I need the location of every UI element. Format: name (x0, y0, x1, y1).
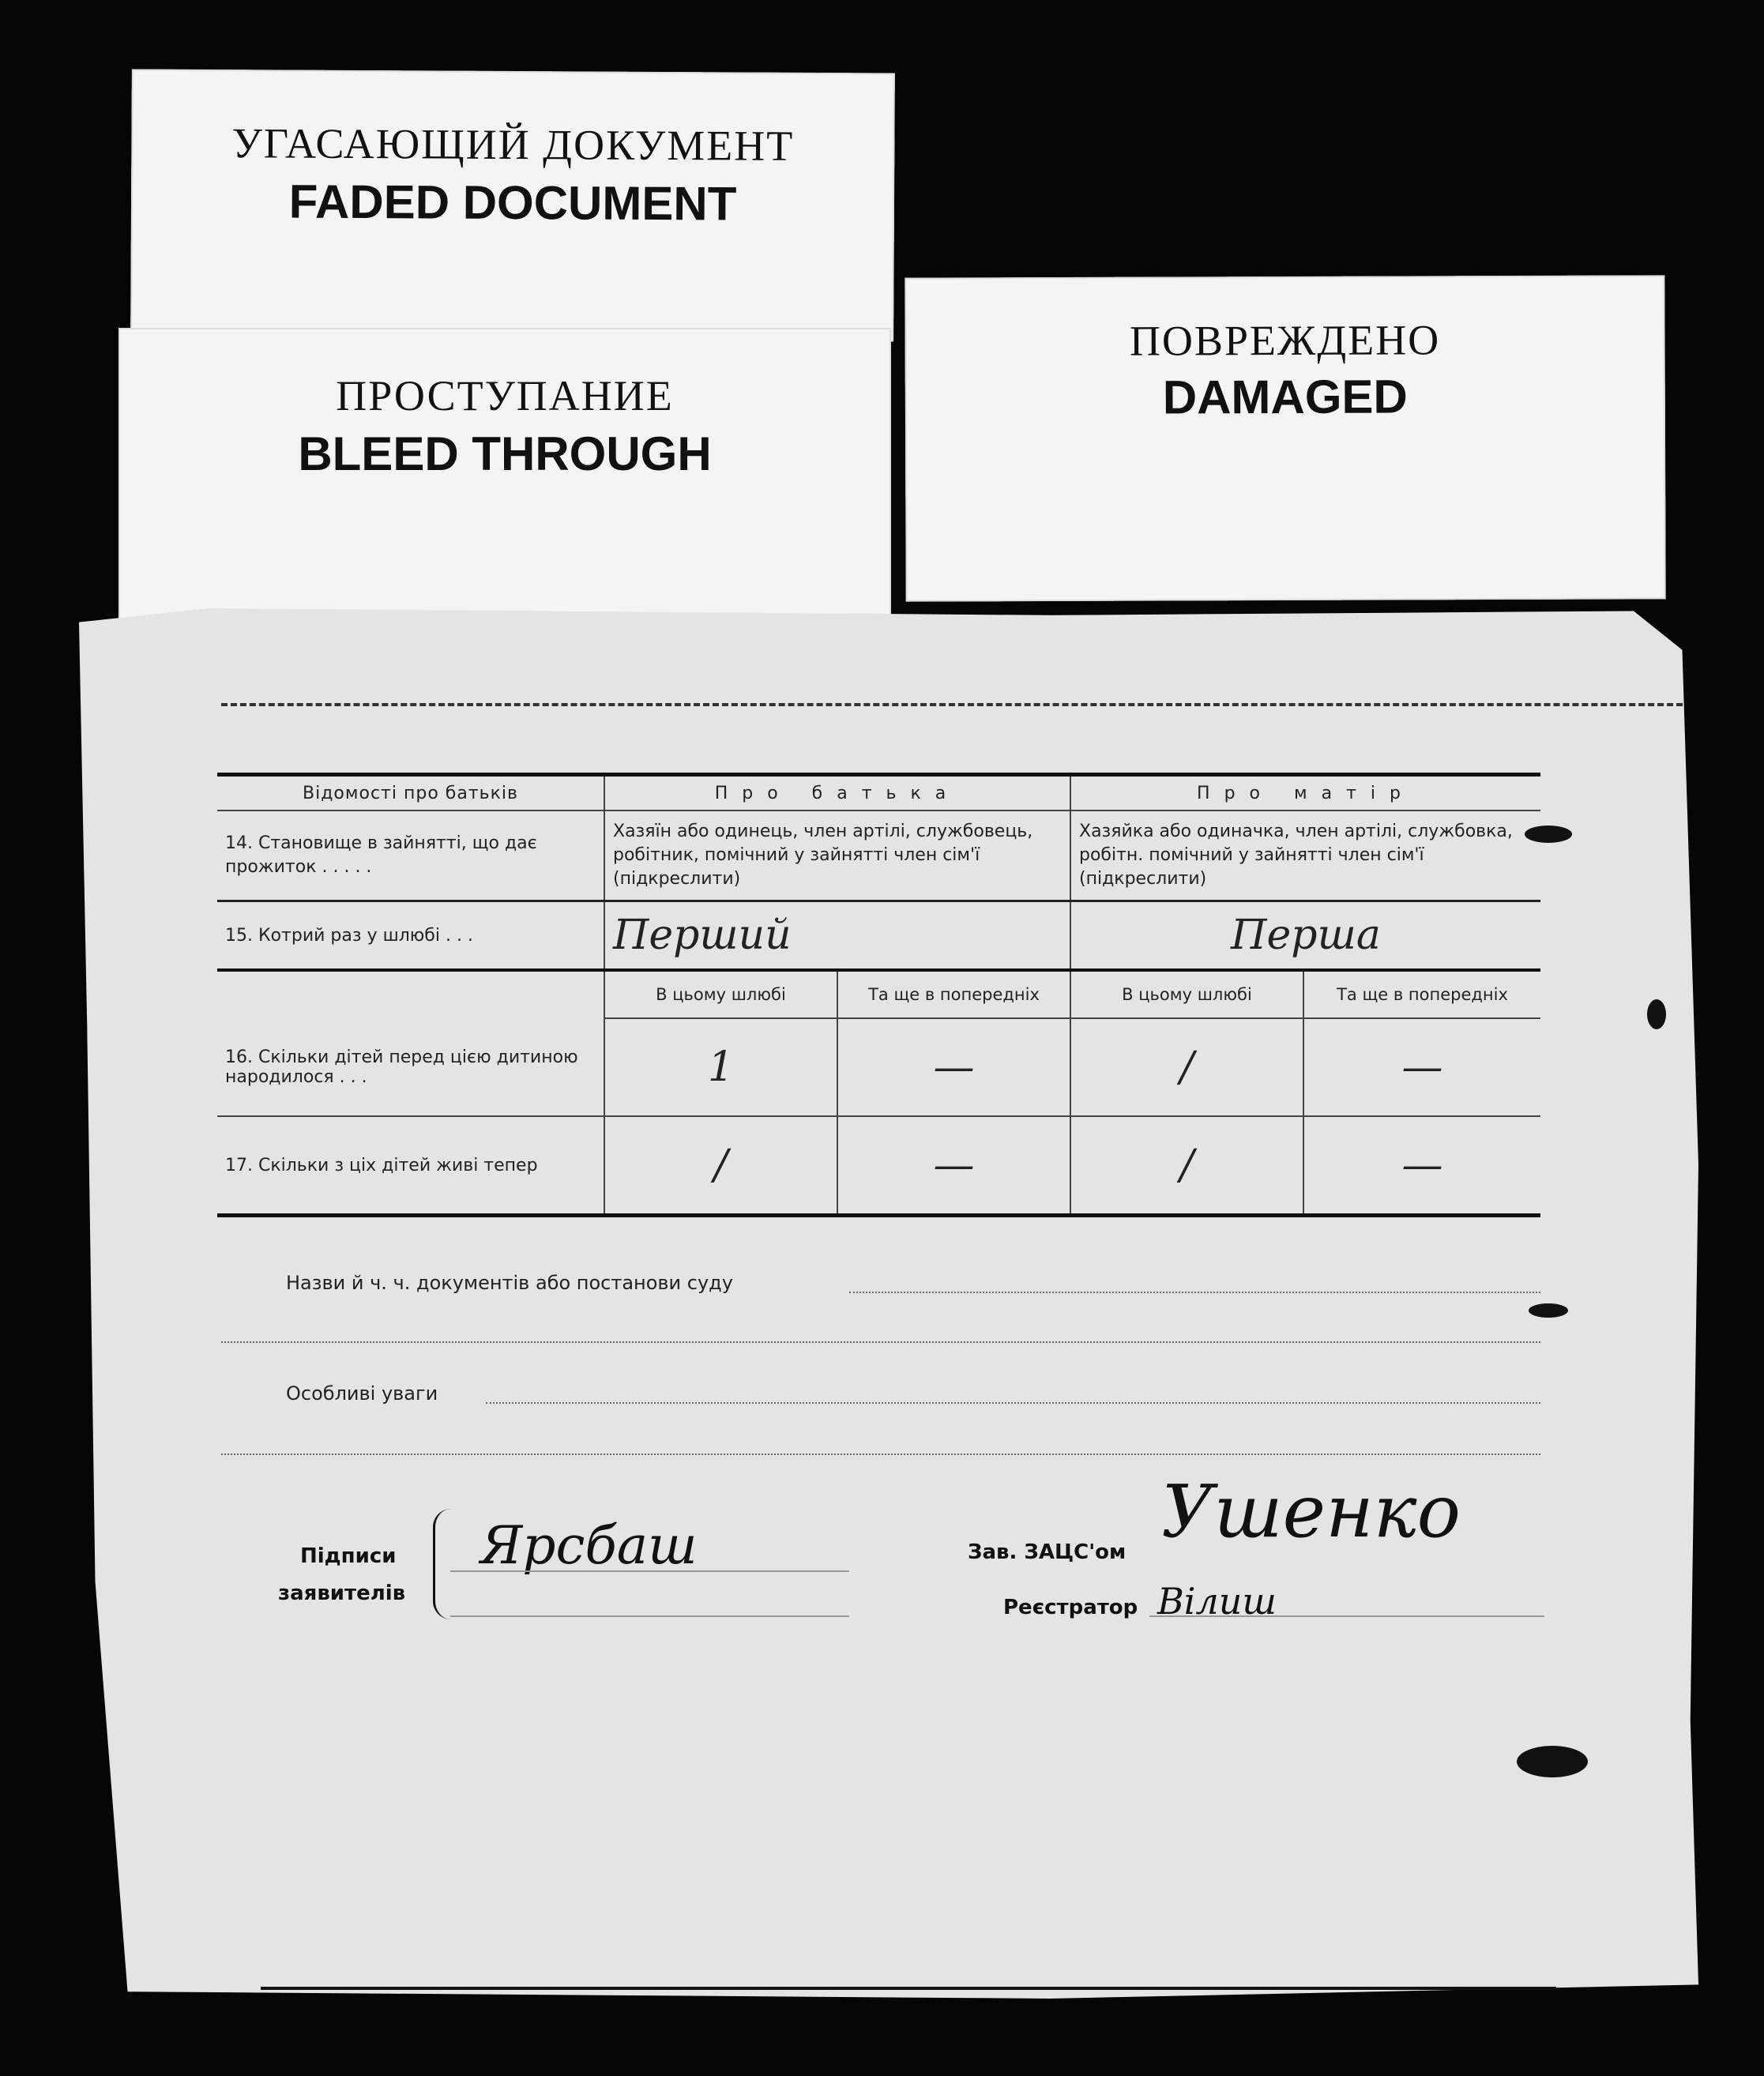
row-14-mother: Хазяйка або одиначка, член артілі, службовка, робітн. помічний у зайнятті член сім'ї (підкреслити) (1070, 810, 1540, 901)
row-14-father: Хазяїн або одинець, член артілі, службовець, робітник, помічний у зайнятті член сім'ї (підкреслити) (604, 810, 1070, 901)
row-17-label: 17. Скільки з ціх дітей живі тепер (217, 1116, 604, 1216)
row-15-label: 15. Котрий раз у шлюбі . . . (217, 901, 604, 971)
head-signature: Ушенко (1161, 1469, 1461, 1554)
bottom-rule (261, 1987, 1556, 1990)
perforation-line (221, 703, 1683, 706)
header-parents-info: Відомості про батьків (217, 775, 604, 811)
bleed-card-ru: ПРОСТУПАНИЕ (336, 372, 674, 419)
registrar-signature: Вілиш (1157, 1580, 1277, 1623)
applicants-label-2: заявителів (278, 1581, 406, 1605)
applicant-signature: Ярсбаш (480, 1515, 698, 1576)
row-14-occupation (217, 810, 1540, 901)
applicants-brace (433, 1509, 451, 1619)
documents-dotline (849, 1292, 1540, 1293)
damaged-card-ru: ПОВРЕЖДЕНО (1129, 316, 1441, 365)
damage-spot (1647, 999, 1666, 1029)
subheader-empty (217, 970, 604, 1018)
parents-info-table (217, 773, 1540, 1217)
row-16-mother-this: / (1070, 1018, 1303, 1116)
row-17-children-living (217, 1116, 1540, 1216)
registrar-line (1149, 1615, 1544, 1617)
applicants-label-1: Підписи (300, 1544, 397, 1568)
row-16-father-prev: — (837, 1018, 1070, 1116)
header-father: Про батька (604, 775, 1070, 811)
subheader-father-this: В цьому шлюбі (604, 970, 837, 1018)
damage-spot (1517, 1746, 1588, 1777)
row-16-mother-prev: — (1303, 1018, 1540, 1116)
applicant-line-2 (450, 1615, 849, 1617)
documents-label: Назви й ч. ч. документів або постанови суду (286, 1272, 733, 1294)
faded-card-ru: УГАСАЮЩИЙ ДОКУМЕНТ (231, 119, 795, 170)
header-mother: Про матір (1070, 775, 1540, 811)
row-17-father-this: / (604, 1116, 837, 1216)
remarks-dotline-2 (221, 1454, 1540, 1455)
head-registry-label: Зав. ЗАЦС'ом (968, 1540, 1126, 1564)
row-16-label: 16. Скільки дітей перед цією дитиною народилося . . . (217, 1018, 604, 1116)
row-15-mother: Перша (1070, 901, 1540, 971)
registrar-label: Реєстратор (1003, 1596, 1138, 1619)
applicant-line-1 (450, 1570, 849, 1572)
damaged-card-en: DAMAGED (1162, 370, 1408, 424)
damaged-card (905, 275, 1665, 601)
table-header-row (217, 775, 1540, 811)
table-subheader-row (217, 970, 1540, 1018)
row-17-father-prev: — (837, 1116, 1070, 1216)
damage-spot (1529, 1303, 1568, 1318)
documents-dotline-2 (221, 1341, 1540, 1343)
subheader-mother-prev: Та ще в попередніх (1303, 970, 1540, 1018)
row-16-father-this: 1 (604, 1018, 837, 1116)
row-15-father: Перший (604, 901, 1070, 971)
bleed-card-en: BLEED THROUGH (298, 427, 712, 480)
row-16-children-born (217, 1018, 1540, 1116)
subheader-mother-this: В цьому шлюбі (1070, 970, 1303, 1018)
subheader-father-prev: Та ще в попередніх (837, 970, 1070, 1018)
row-17-mother-this: / (1070, 1116, 1303, 1216)
row-14-label: 14. Становище в зайнятті, що дає прожиток . . . . . (217, 810, 604, 901)
bleed-through-card (118, 328, 891, 628)
remarks-label: Особливі уваги (286, 1382, 438, 1405)
remarks-dotline (486, 1402, 1540, 1404)
faded-card-en: FADED DOCUMENT (288, 175, 737, 231)
row-15-marriage-count (217, 901, 1540, 971)
faded-document-card (130, 69, 895, 341)
row-17-mother-prev: — (1303, 1116, 1540, 1216)
